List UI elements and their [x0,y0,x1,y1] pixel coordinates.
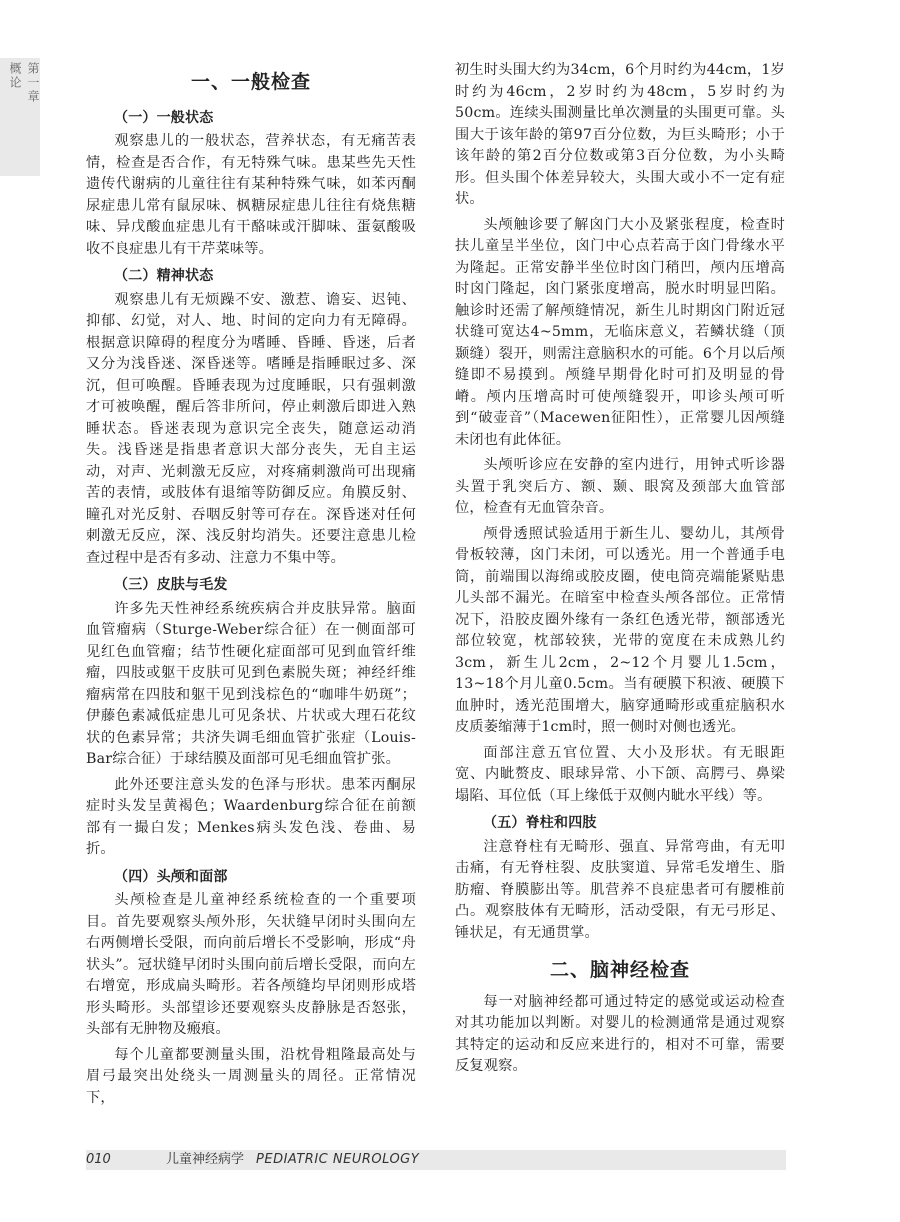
paragraph: 每个儿童都要测量头围，沿枕骨粗隆最高处与眉弓最突出处绕头一周测量头的周径。正常情况下， [86,1046,416,1106]
subheading-mental-state: （二）精神状态 [114,268,214,284]
paragraph: 观察患儿有无烦躁不安、激惹、谵妄、迟钝、抑郁、幻觉，对人、地、时间的定向力有无障碍。根据意识障碍的程度分为嗜睡、昏睡、昏迷，后者又分为浅昏迷、深昏迷等。嗜睡是指睡眠过多、深沉，但可唤醒。昏睡表现为过度睡眠，只有强刺激才可被唤醒，醒后答非所问，停止刺激后即进入熟睡状态。昏迷表现为意识完全丧失，随意运动消失。浅昏迷是指患者意识大部分丧失，无自主运动，对声、光刺激无反应，对疼痛刺激尚可出现痛苦的表情，或肢体有退缩等防御反应。角膜反射、瞳孔对光反射、吞咽反射等可存在。深昏迷对任何刺激无反应，深、浅反射均消失。还要注意患儿检查过程中是否有多动、注意力不集中等。 [86,291,416,566]
paragraph: 许多先天性神经系统疾病合并皮肤异常。脑面血管瘤病（Sturge-Weber综合征）在一侧面部可见红色血管瘤；结节性硬化症面部可见到血管纤维瘤，四肢或躯干皮肤可见到色素脱失斑；神经纤维瘤病常在四肢和躯干见到浅棕色的“咖啡牛奶斑”；伊藤色素减低症患儿可见条状、片状或大理石花纹状的色素异常；共济失调毛细血管扩张症（Louis-Bar综合征）于球结膜及面部可见毛细血管扩张。 [86,600,416,767]
paragraph: 注意脊柱有无畸形、强直、异常弯曲，有无叩击痛，有无脊柱裂、皮肤窦道、异常毛发增生、脂肪瘤、脊膜膨出等。肌营养不良症患者可有腰椎前凸。观察肢体有无畸形，活动受限，有无弓形足、锤状足，有无通贯掌。 [455,838,785,941]
subheading-head-face: （四）头颅和面部 [114,868,228,885]
page-number: 010 [86,1152,111,1167]
book-title-zh: 儿童神经病学 [166,1152,245,1167]
paragraph: 颅骨透照试验适用于新生儿、婴幼儿，其颅骨骨板较薄，囟门未闭，可以透光。用一个普通手电筒，前端围以海绵或胶皮圈，使电筒亮端能紧贴患儿头部不漏光。在暗室中检查头颅各部位。正常情况下，沿胶皮圈外缘有一条红色透光带，额部透光部位较宽，枕部较狭，光带的宽度在未成熟儿约3cm，新生儿2cm，2~12个月婴儿1.5cm，13~18个月儿童0.5cm。当有硬膜下积液、硬膜下血肿时，透光范围增大，脑穿通畸形或重症脑积水皮质萎缩薄于1cm时，照一侧时对侧也透光。 [455,525,785,735]
subheading-skin-hair: （三）皮肤与毛发 [114,577,228,593]
right-column [455,60,785,1078]
page-footer [86,1150,786,1170]
paragraph: 观察患儿的一般状态，营养状态，有无痛苦表情，检查是否合作，有无特殊气味。患某些先天性遗传代谢病的儿童往往有某种特殊气味，如苯丙酮尿症患儿常有鼠尿味、枫糖尿症患儿往往有烧焦糖味、异戊酸血症患儿有干酪味或汗脚味、蛋氨酸吸收不良症患儿有干芹菜味等。 [86,133,416,257]
section-label: 概论 [8,62,22,90]
paragraph: 头颅触诊要了解囟门大小及紧张程度，检查时扶儿童呈半坐位，囟门中心点若高于囟门骨缘水平为隆起。正常安静半坐位时囟门稍凹，颅内压增高时囟门隆起，囟门紧张度增高，脱水时明显凹陷。触诊时还需了解颅缝情况，新生儿时期囟门附近冠状缝可宽达4~5mm，无临床意义，若鳞状缝（顶颞缝）裂开，则需注意脑积水的可能。6个月以后颅缝即不易摸到。颅缝早期骨化时可扪及明显的骨嵴。颅内压增高时可使颅缝裂开，叩诊头颅可听到“破壶音”（Macewen征阳性），正常婴儿因颅缝未闭也有此体征。 [455,216,785,448]
paragraph: 每一对脑神经都可通过特定的感觉或运动检查对其功能加以判断。对婴儿的检测通常是通过观察其特定的运动和反应来进行的，相对不可靠，需要反复观察。 [455,993,785,1074]
paragraph: 此外还要注意头发的色泽与形状。患苯丙酮尿症时头发呈黄褐色；Waardenburg综合征在前额部有一撮白发；Menkes病头发色浅、卷曲、易折。 [86,776,416,857]
chapter-label: 第一章 [26,62,40,104]
subheading-spine-limbs: （五）脊柱和四肢 [483,815,597,831]
heading-general-exam: 一、一般检查 [190,71,311,93]
left-column [86,60,416,1109]
heading-cranial-nerves: 二、脑神经检查 [549,959,690,981]
subheading-general-state: （一）一般状态 [114,109,214,126]
paragraph: 初生时头围大约为34cm，6个月时约为44cm，1岁时约为46cm，2岁时约为48cm，5岁时约为50cm。连续头围测量比单次测量的头围更可靠。头围大于该年龄的第97百分位数，为巨头畸形；小于该年龄的第2百分位数或第3百分位数，为小头畸形。但头围个体差异较大，头围大或小不一定有症状。 [455,62,785,207]
chapter-side-label [8,62,42,104]
paragraph: 面部注意五官位置、大小及形状。有无眼距宽、内眦赘皮、眼球异常、小下颌、高腭弓、鼻梁塌陷、耳位低（耳上缘低于双侧内眦水平线）等。 [455,744,785,804]
paragraph: 头颅听诊应在安静的室内进行，用钟式听诊器头置于乳突后方、额、颞、眼窝及颈部大血管部位，检查有无血管杂音。 [455,457,785,516]
book-title-en: PEDIATRIC NEUROLOGY [256,1152,420,1167]
paragraph: 头颅检查是儿童神经系统检查的一个重要项目。首先要观察头颅外形，矢状缝早闭时头围向左右两侧增长受限，而向前后增长不受影响，形成“舟状头”。冠状缝早闭时头围向前后增长受限，而向左右增宽，形成扁头畸形。若各颅缝均早闭则形成塔形头畸形。头部望诊还要观察头皮静脉是否怒张，头部有无肿物及瘢痕。 [86,892,416,1037]
